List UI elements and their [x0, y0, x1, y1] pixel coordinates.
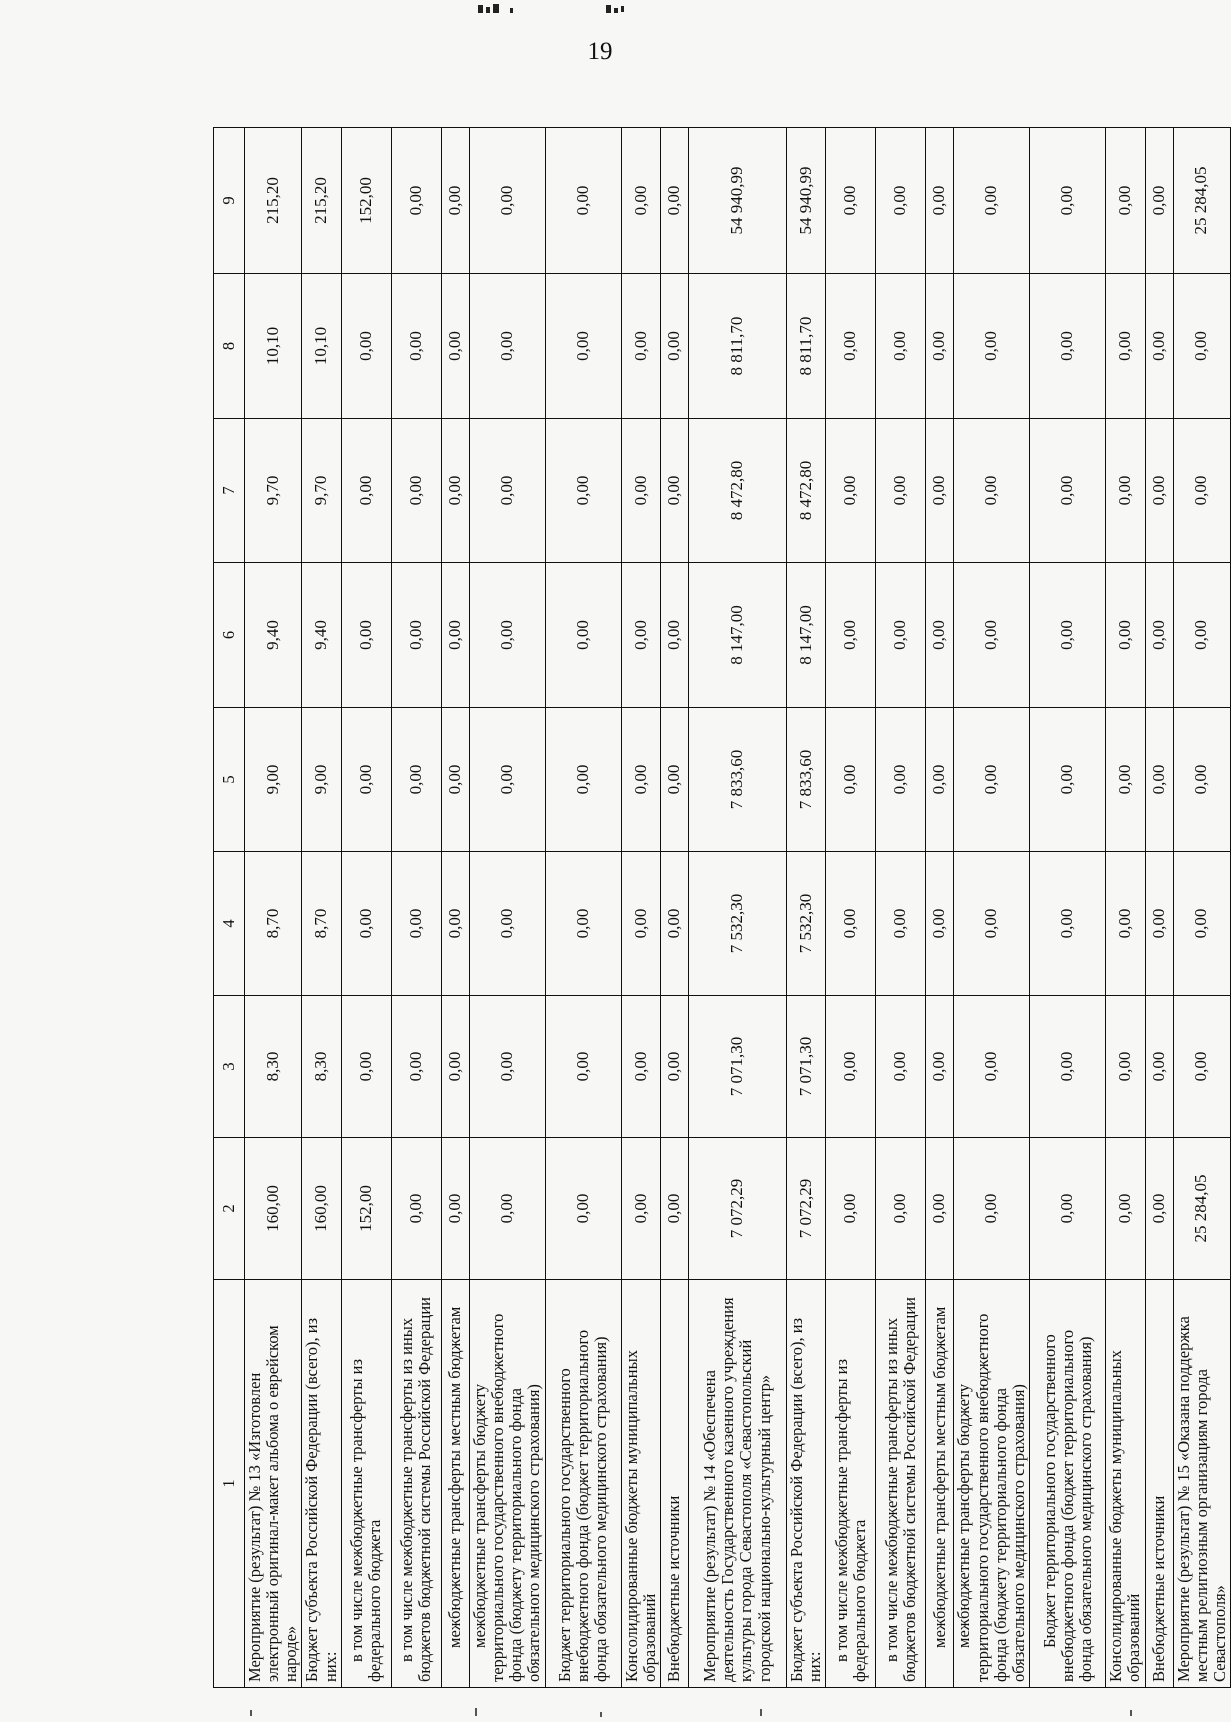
cell-value: 0,00 [926, 708, 954, 852]
scan-artifact [470, 2, 670, 16]
cell-value: 215,20 [245, 128, 302, 274]
cell-value: 152,00 [341, 1138, 391, 1280]
cell-value: 8 147,00 [786, 563, 825, 708]
cell-value: 0,00 [660, 274, 688, 419]
cell-value: 0,00 [391, 274, 441, 419]
cell-value: 8 472,80 [786, 419, 825, 563]
cell-value: 0,00 [876, 563, 926, 708]
cell-value: 0,00 [1106, 274, 1145, 419]
cell-value: 0,00 [469, 996, 545, 1138]
cell-value: 0,00 [1145, 419, 1173, 563]
cell-value: 0,00 [1030, 419, 1106, 563]
cell-value: 0,00 [1030, 274, 1106, 419]
cell-value: 0,00 [660, 419, 688, 563]
cell-value: 7 532,30 [688, 852, 786, 996]
column-header-8: 8 [214, 274, 245, 419]
cell-value: 0,00 [826, 852, 876, 996]
column-header-5: 5 [214, 708, 245, 852]
cell-value: 0,00 [926, 996, 954, 1138]
cell-value: 0,00 [441, 708, 469, 852]
cell-value: 0,00 [621, 419, 660, 563]
column-header-1: 1 [214, 1280, 245, 1688]
table-row [926, 128, 954, 1688]
cell-value: 0,00 [441, 274, 469, 419]
cell-value: 0,00 [391, 1138, 441, 1280]
cell-value: 25 284,05 [1173, 1138, 1230, 1280]
table-row [826, 128, 876, 1688]
cell-value: 0,00 [876, 128, 926, 274]
row-label: Мероприятие (результат) № 14 «Обеспечена деятельность Государственного казенного учреждения культуры города Севастополя «Севастопольский городской национально-культурный центр» [688, 1280, 786, 1688]
cell-value: 0,00 [826, 128, 876, 274]
cell-value: 0,00 [469, 1138, 545, 1280]
column-header-6: 6 [214, 563, 245, 708]
cell-value: 0,00 [826, 1138, 876, 1280]
cell-value: 8,30 [302, 996, 341, 1138]
cell-value: 25 284,05 [1173, 128, 1230, 274]
cell-value: 0,00 [826, 274, 876, 419]
row-label: в том числе межбюджетные трансферты из иных бюджетов бюджетной системы Российской Федерации [391, 1280, 441, 1688]
cell-value: 0,00 [391, 128, 441, 274]
row-label: в том числе межбюджетные трансферты из федерального бюджета [341, 1280, 391, 1688]
cell-value: 0,00 [1145, 274, 1173, 419]
cell-value: 0,00 [545, 1138, 621, 1280]
row-label: межбюджетные трансферты бюджету территориального государственного внебюджетного фонда (бюджету территориального фонда обязательного медицинского страхования) [954, 1280, 1030, 1688]
cell-value: 8 811,70 [688, 274, 786, 419]
rotated-table-container [213, 128, 1229, 1688]
cell-value: 0,00 [1106, 563, 1145, 708]
cell-value: 0,00 [660, 1138, 688, 1280]
row-label: в том числе межбюджетные трансферты из федерального бюджета [826, 1280, 876, 1688]
cell-value: 10,10 [245, 274, 302, 419]
cell-value: 0,00 [341, 563, 391, 708]
cell-value: 0,00 [1106, 708, 1145, 852]
cell-value: 0,00 [954, 1138, 1030, 1280]
row-label: межбюджетные трансферты местным бюджетам [441, 1280, 469, 1688]
cell-value: 0,00 [926, 1138, 954, 1280]
cell-value: 10,10 [302, 274, 341, 419]
cell-value: 0,00 [1173, 274, 1230, 419]
cell-value: 7 833,60 [786, 708, 825, 852]
cell-value: 0,00 [621, 563, 660, 708]
cell-value: 0,00 [441, 1138, 469, 1280]
cell-value: 0,00 [876, 852, 926, 996]
table-row [786, 128, 825, 1688]
row-label: Мероприятие (результат) № 15 «Оказана поддержка местным религиозным организациям города Севастополя» [1173, 1280, 1230, 1688]
cell-value: 0,00 [1030, 996, 1106, 1138]
cell-value: 0,00 [954, 274, 1030, 419]
cell-value: 0,00 [954, 708, 1030, 852]
cell-value: 0,00 [826, 563, 876, 708]
cell-value: 0,00 [926, 419, 954, 563]
table-row [876, 128, 926, 1688]
cell-value: 0,00 [621, 274, 660, 419]
cell-value: 0,00 [1173, 852, 1230, 996]
cell-value: 8 811,70 [786, 274, 825, 419]
cell-value: 0,00 [954, 419, 1030, 563]
cell-value: 0,00 [545, 419, 621, 563]
cell-value: 0,00 [876, 274, 926, 419]
cell-value: 0,00 [926, 128, 954, 274]
row-label: межбюджетные трансферты местным бюджетам [926, 1280, 954, 1688]
cell-value: 7 072,29 [786, 1138, 825, 1280]
cell-value: 0,00 [1030, 1138, 1106, 1280]
cell-value: 0,00 [876, 996, 926, 1138]
table-row [441, 128, 469, 1688]
cell-value: 0,00 [954, 128, 1030, 274]
cell-value: 0,00 [954, 563, 1030, 708]
table-row [545, 128, 621, 1688]
cell-value: 0,00 [469, 852, 545, 996]
cell-value: 9,70 [302, 419, 341, 563]
cell-value: 0,00 [621, 852, 660, 996]
row-label: Бюджет субъекта Российской Федерации (всего), из них: [302, 1280, 341, 1688]
table-row [341, 128, 391, 1688]
cell-value: 0,00 [660, 852, 688, 996]
cell-value: 0,00 [660, 708, 688, 852]
table-row [1173, 128, 1230, 1688]
cell-value: 0,00 [1106, 996, 1145, 1138]
page-number: 19 [587, 38, 613, 65]
cell-value: 0,00 [1106, 128, 1145, 274]
table-row [660, 128, 688, 1688]
cell-value: 0,00 [545, 996, 621, 1138]
cell-value: 8,70 [302, 852, 341, 996]
row-label: Внебюджетные источники [660, 1280, 688, 1688]
cell-value: 0,00 [621, 708, 660, 852]
cell-value: 9,40 [302, 563, 341, 708]
cell-value: 0,00 [391, 996, 441, 1138]
cell-value: 0,00 [341, 852, 391, 996]
cell-value: 54 940,99 [786, 128, 825, 274]
table-row [1030, 128, 1106, 1688]
cell-value: 0,00 [621, 1138, 660, 1280]
table-body [245, 128, 1231, 1688]
cell-value: 0,00 [391, 708, 441, 852]
cell-value: 0,00 [469, 274, 545, 419]
cell-value: 0,00 [441, 852, 469, 996]
cell-value: 0,00 [391, 563, 441, 708]
cell-value: 0,00 [660, 128, 688, 274]
cell-value: 0,00 [926, 563, 954, 708]
cell-value: 0,00 [341, 419, 391, 563]
cell-value: 9,00 [245, 708, 302, 852]
cell-value: 9,70 [245, 419, 302, 563]
column-header-4: 4 [214, 852, 245, 996]
cell-value: 0,00 [826, 996, 876, 1138]
cell-value: 160,00 [302, 1138, 341, 1280]
cell-value: 0,00 [954, 852, 1030, 996]
row-label: Бюджет территориального государственного внебюджетного фонда (бюджет территориального фонда обязательного медицинского страхования) [1030, 1280, 1106, 1688]
cell-value: 0,00 [1173, 563, 1230, 708]
cell-value: 0,00 [441, 563, 469, 708]
cell-value: 0,00 [341, 708, 391, 852]
column-header-7: 7 [214, 419, 245, 563]
cell-value: 0,00 [1145, 563, 1173, 708]
cell-value: 0,00 [876, 419, 926, 563]
cell-value: 0,00 [1173, 708, 1230, 852]
cell-value: 8 472,80 [688, 419, 786, 563]
cell-value: 0,00 [660, 996, 688, 1138]
column-header-3: 3 [214, 996, 245, 1138]
cell-value: 0,00 [926, 274, 954, 419]
cell-value: 0,00 [1106, 852, 1145, 996]
column-header-2: 2 [214, 1138, 245, 1280]
cell-value: 8,30 [245, 996, 302, 1138]
row-label: Консолидированные бюджеты муниципальных образований [1106, 1280, 1145, 1688]
cell-value: 0,00 [954, 996, 1030, 1138]
column-header-9: 9 [214, 128, 245, 274]
cell-value: 0,00 [926, 852, 954, 996]
cell-value: 7 833,60 [688, 708, 786, 852]
budget-table [213, 127, 1231, 1688]
scan-edge-marks [0, 1700, 1200, 1722]
cell-value: 0,00 [1145, 1138, 1173, 1280]
cell-value: 0,00 [1030, 128, 1106, 274]
cell-value: 0,00 [1145, 996, 1173, 1138]
cell-value: 0,00 [341, 274, 391, 419]
cell-value: 0,00 [441, 419, 469, 563]
cell-value: 7 072,29 [688, 1138, 786, 1280]
table-header-row [214, 128, 245, 1688]
cell-value: 8,70 [245, 852, 302, 996]
cell-value: 0,00 [545, 128, 621, 274]
row-label: Мероприятие (результат) № 13 «Изготовлен электронный оригинал-макет альбома о еврейском народе» [245, 1280, 302, 1688]
table-row [1106, 128, 1145, 1688]
cell-value: 0,00 [826, 419, 876, 563]
cell-value: 0,00 [1106, 419, 1145, 563]
cell-value: 7 071,30 [786, 996, 825, 1138]
cell-value: 9,00 [302, 708, 341, 852]
cell-value: 152,00 [341, 128, 391, 274]
cell-value: 0,00 [391, 419, 441, 563]
cell-value: 0,00 [1145, 708, 1173, 852]
cell-value: 0,00 [391, 852, 441, 996]
cell-value: 0,00 [621, 996, 660, 1138]
cell-value: 0,00 [1030, 563, 1106, 708]
cell-value: 0,00 [545, 274, 621, 419]
table-row [954, 128, 1030, 1688]
cell-value: 0,00 [441, 128, 469, 274]
row-label: Бюджет территориального государственного внебюджетного фонда (бюджет территориального фонда обязательного медицинского страхования) [545, 1280, 621, 1688]
cell-value: 0,00 [876, 1138, 926, 1280]
cell-value: 0,00 [621, 128, 660, 274]
cell-value: 0,00 [469, 708, 545, 852]
table-row [688, 128, 786, 1688]
table-row [302, 128, 341, 1688]
cell-value: 0,00 [545, 563, 621, 708]
cell-value: 160,00 [245, 1138, 302, 1280]
cell-value: 0,00 [1173, 419, 1230, 563]
table-row [1145, 128, 1173, 1688]
cell-value: 0,00 [660, 563, 688, 708]
cell-value: 0,00 [441, 996, 469, 1138]
row-label: Внебюджетные источники [1145, 1280, 1173, 1688]
cell-value: 0,00 [826, 708, 876, 852]
cell-value: 0,00 [469, 563, 545, 708]
cell-value: 0,00 [1106, 1138, 1145, 1280]
row-label: в том числе межбюджетные трансферты из иных бюджетов бюджетной системы Российской Федерации [876, 1280, 926, 1688]
row-label: Консолидированные бюджеты муниципальных образований [621, 1280, 660, 1688]
cell-value: 0,00 [1030, 708, 1106, 852]
cell-value: 0,00 [876, 708, 926, 852]
cell-value: 0,00 [1173, 996, 1230, 1138]
table-row [621, 128, 660, 1688]
cell-value: 0,00 [469, 419, 545, 563]
row-label: Бюджет субъекта Российской Федерации (всего), из них: [786, 1280, 825, 1688]
cell-value: 0,00 [469, 128, 545, 274]
cell-value: 54 940,99 [688, 128, 786, 274]
table-row [391, 128, 441, 1688]
table-row [245, 128, 302, 1688]
cell-value: 215,20 [302, 128, 341, 274]
table-row [469, 128, 545, 1688]
cell-value: 0,00 [1030, 852, 1106, 996]
cell-value: 8 147,00 [688, 563, 786, 708]
cell-value: 0,00 [1145, 852, 1173, 996]
cell-value: 7 071,30 [688, 996, 786, 1138]
cell-value: 0,00 [545, 708, 621, 852]
cell-value: 9,40 [245, 563, 302, 708]
cell-value: 0,00 [545, 852, 621, 996]
cell-value: 7 532,30 [786, 852, 825, 996]
cell-value: 0,00 [341, 996, 391, 1138]
row-label: межбюджетные трансферты бюджету территориального государственного внебюджетного фонда (бюджету территориального фонда обязательного медицинского страхования) [469, 1280, 545, 1688]
cell-value: 0,00 [1145, 128, 1173, 274]
